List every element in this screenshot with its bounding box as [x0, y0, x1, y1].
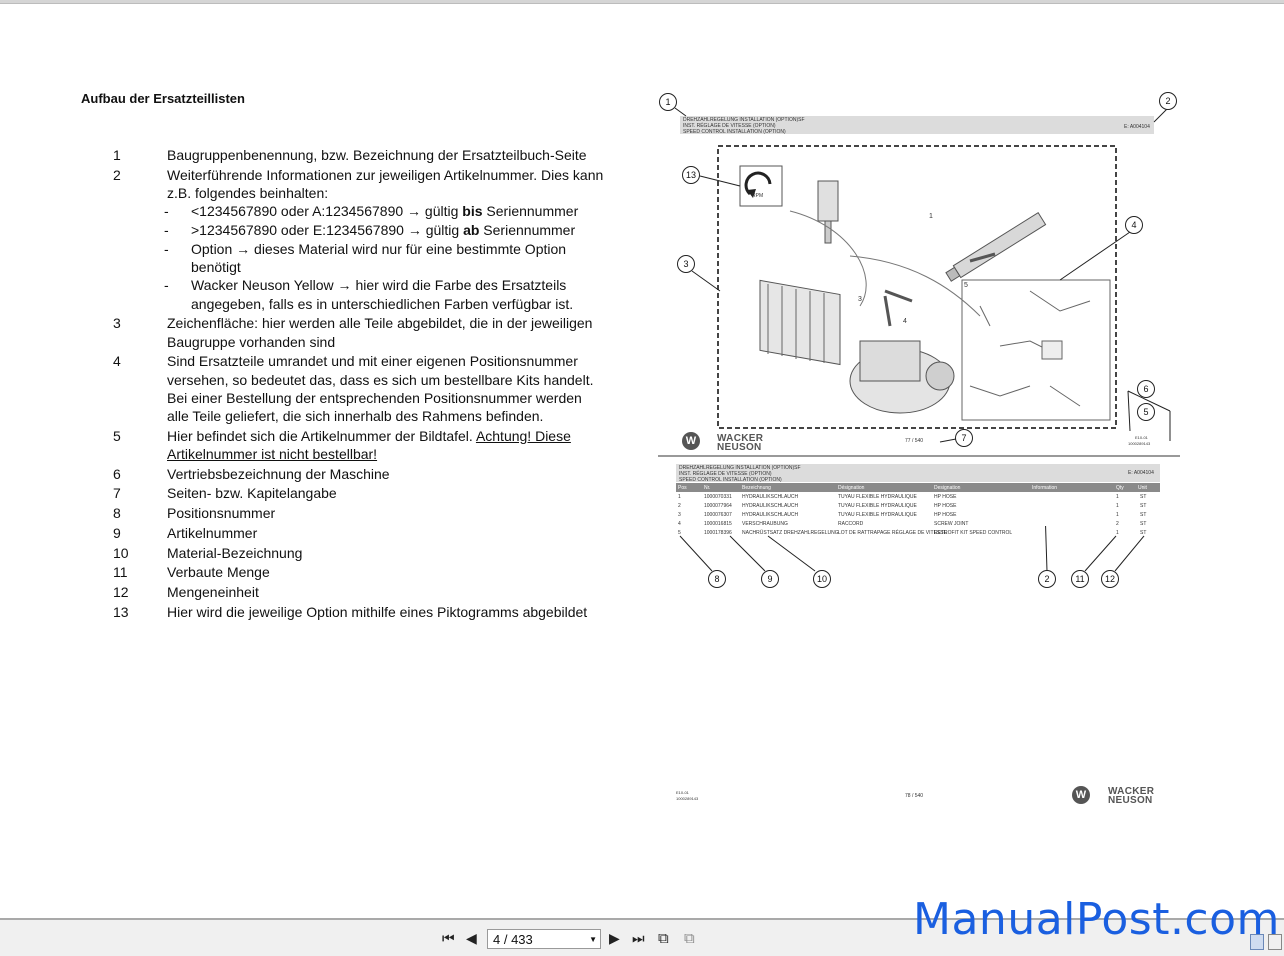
legend-text: z.B. folgendes beinhalten: [167, 185, 329, 201]
part-label: 3 [858, 296, 862, 303]
solenoid-part [818, 181, 838, 243]
legend-text: Artikelnummer [167, 525, 258, 541]
callout-1: 1 [659, 93, 677, 111]
table-header-cell: Designation [934, 485, 961, 491]
legend-text: Sind Ersatzteile umrandet und mit einer eigenen Positionsnummer [167, 353, 578, 369]
title-ref: E: A004104 [1124, 124, 1150, 130]
title-ref: E: A004104 [1128, 470, 1154, 476]
back-view-icon[interactable]: ⧉ [658, 930, 669, 947]
legend-text: Seiten- bzw. Kapitelangabe [167, 485, 337, 501]
sub-item-text: benötigt [191, 259, 241, 275]
wacker-logo-icon: W [682, 432, 700, 450]
next-page-icon[interactable]: ▶ [609, 930, 620, 946]
legend-text: Hier befindet sich die Artikelnummer der Bildtafel. Achtung! Diese [167, 428, 571, 444]
legend-number: 5 [113, 428, 121, 444]
legend-number: 12 [113, 584, 129, 600]
brand-name: WACKER NEUSON [1108, 786, 1155, 806]
legend-number: 11 [113, 564, 128, 580]
sub-item-text: Wacker Neuson Yellow → hier wird die Farbe des Ersatzteils [191, 277, 567, 293]
table-header-cell: Pos [678, 485, 687, 491]
legend-text: Vertriebsbezeichnung der Maschine [167, 466, 390, 482]
last-page-icon[interactable]: ⏭ [632, 930, 645, 946]
kit-bracket [1042, 341, 1062, 359]
page-number-top: 77 / 540 [905, 438, 924, 444]
kit-frame [962, 280, 1110, 420]
part-label: 1 [929, 213, 933, 220]
doc-ref: 1000289143 [1128, 441, 1151, 446]
table-header-cell: Information [1032, 485, 1058, 491]
table-header-cell: Désignation [838, 485, 865, 491]
doc-ref: E10-01 [676, 790, 689, 795]
fitting [885, 296, 890, 326]
doc-ref: 1000289143 [676, 796, 699, 801]
callout-7: 7 [955, 429, 973, 447]
part-label: 4 [903, 318, 907, 325]
part-label: 5 [964, 282, 968, 289]
legend-text: Material-Bezeichnung [167, 545, 303, 561]
parts-list-figure [650, 86, 1195, 806]
sub-item-text: <1234567890 oder A:1234567890 → gültig bis Seriennummer [191, 203, 579, 219]
legend-text: Bei einer Bestellung der entsprechenden Positionsnummer werden [167, 390, 582, 406]
legend-text: Weiterführende Informationen zur jeweiligen Artikelnummer. Dies kann [167, 167, 604, 183]
legend-text: Baugruppenbenennung, bzw. Bezeichnung der Ersatzteilbuch-Seite [167, 147, 587, 163]
page-heading: Aufbau der Ersatzteillisten [81, 91, 245, 106]
watermark: ManualPost.com [913, 894, 1280, 945]
callout-3: 3 [677, 255, 695, 273]
legend-text: versehen, so bedeutet das, dass es sich um bestellbare Kits handelt. [167, 372, 594, 388]
parts-table: Pos Nr. Bezeichnung Désignation Designation Information Qty Unit 1 1000070331 HYDRAULIKSCHLAUCH TUYAU FLEXIBLE HYDRAULIQUE HP HOSE 1 ST 2 1000077964 HYDRAULIKSCHLAUCH TUYAU FLEXIBLE HYDRAULIQUE HP HOSE 1 ST 3 1000076307 HYDRAULIKSCHLAUCH TUYAU FLEXIBLE HYDRAULIQUE HP HOSE 1 ST 4 1000016815 VERSCHRAUBUNG RACCORD SCREW JOINT 2 ST 5 1000178396 NACHRÜSTSATZ DREHZAHLREGELUNG LOT DE RATTRAPAGE RÉGLAGE DE VITESSE RETROFIT KIT SPEED CONTROL 1 ST [676, 483, 1160, 543]
doc-ref: E10-01 [1135, 435, 1148, 440]
legend-number: 4 [113, 353, 121, 369]
page-number-value: 4 / 433 [493, 932, 533, 947]
legend-number: 3 [113, 315, 121, 331]
top-border [0, 0, 1284, 4]
prev-page-icon[interactable]: ◀ [466, 930, 477, 946]
kit-parts-sketch [970, 291, 1090, 406]
legend-number: 7 [113, 485, 121, 501]
title-band-text: DREHZAHLREGELUNG INSTALLATION (OPTION)SF INST. RÉGLAGE DE VITESSE (OPTION) SPEED CONTROL INSTALLATION (OPTION) [679, 465, 801, 483]
callout-4: 4 [1125, 216, 1143, 234]
chevron-down-icon[interactable]: ▼ [589, 935, 597, 944]
legend-number: 2 [113, 167, 121, 183]
callout-2: 2 [1159, 92, 1177, 110]
legend-text: Verbaute Menge [167, 564, 270, 580]
callout-6: 6 [1137, 380, 1155, 398]
callout-12: 12 [1101, 570, 1119, 588]
pump-part [850, 341, 954, 413]
brand-name: WACKER NEUSON [717, 433, 764, 453]
legend-number: 9 [113, 525, 121, 541]
callout-5: 5 [1137, 403, 1155, 421]
legend-text: Mengeneinheit [167, 584, 259, 600]
fitting [885, 291, 912, 301]
legend-number: 13 [113, 604, 129, 620]
callout-9: 9 [761, 570, 779, 588]
sub-item-text: Option → dieses Material wird nur für eine bestimmte Option [191, 241, 567, 257]
page-number-input[interactable] [487, 929, 601, 949]
page-number-bottom: 78 / 540 [905, 793, 924, 799]
forward-view-icon[interactable]: ⧉ [684, 930, 695, 947]
legend-text: Baugruppe vorhanden sind [167, 334, 336, 350]
legend-number: 8 [113, 505, 121, 521]
sub-item-text: >1234567890 oder E:1234567890 → gültig ab Seriennummer [191, 222, 576, 238]
callout-2b: 2 [1038, 570, 1056, 588]
first-page-icon[interactable]: ⏮ [442, 930, 455, 946]
legend-text: Zeichenfläche: hier werden alle Teile abgebildet, die in der jeweiligen [167, 315, 593, 331]
legend-text: alle Teile geliefert, die sich innerhalb des Rahmens befinden. [167, 408, 544, 424]
legend-text: Positionsnummer [167, 505, 276, 521]
callout-10: 10 [813, 570, 831, 588]
callout-13: 13 [682, 166, 700, 184]
callout-8: 8 [708, 570, 726, 588]
valve-block [760, 280, 840, 364]
legend-number: 1 [113, 147, 121, 163]
wacker-logo-icon: W [1072, 786, 1090, 804]
legend-text: Hier wird die jeweilige Option mithilfe eines Piktogramms abgebildet [167, 604, 588, 620]
cylinder-part [945, 213, 1046, 283]
table-header-cell: Nr. [704, 485, 711, 491]
sub-item-text: angegeben, falls es in unterschiedlichen Farben verfügbar ist. [191, 296, 574, 312]
legend-number: 6 [113, 466, 121, 482]
title-band-text: DREHZAHLREGELUNG INSTALLATION (OPTION)SF INST. RÉGLAGE DE VITESSE (OPTION) SPEED CONTROL INSTALLATION (OPTION) [683, 117, 805, 135]
callout-11: 11 [1071, 570, 1089, 588]
legend-text: Artikelnummer ist nicht bestellbar! [167, 446, 378, 462]
table-header-cell: Qty [1116, 485, 1124, 491]
rpm-label: RPM [752, 193, 764, 199]
table-header-cell: Unit [1138, 485, 1147, 491]
table-header-cell: Bezeichnung [742, 485, 771, 491]
legend-number: 10 [113, 545, 129, 561]
